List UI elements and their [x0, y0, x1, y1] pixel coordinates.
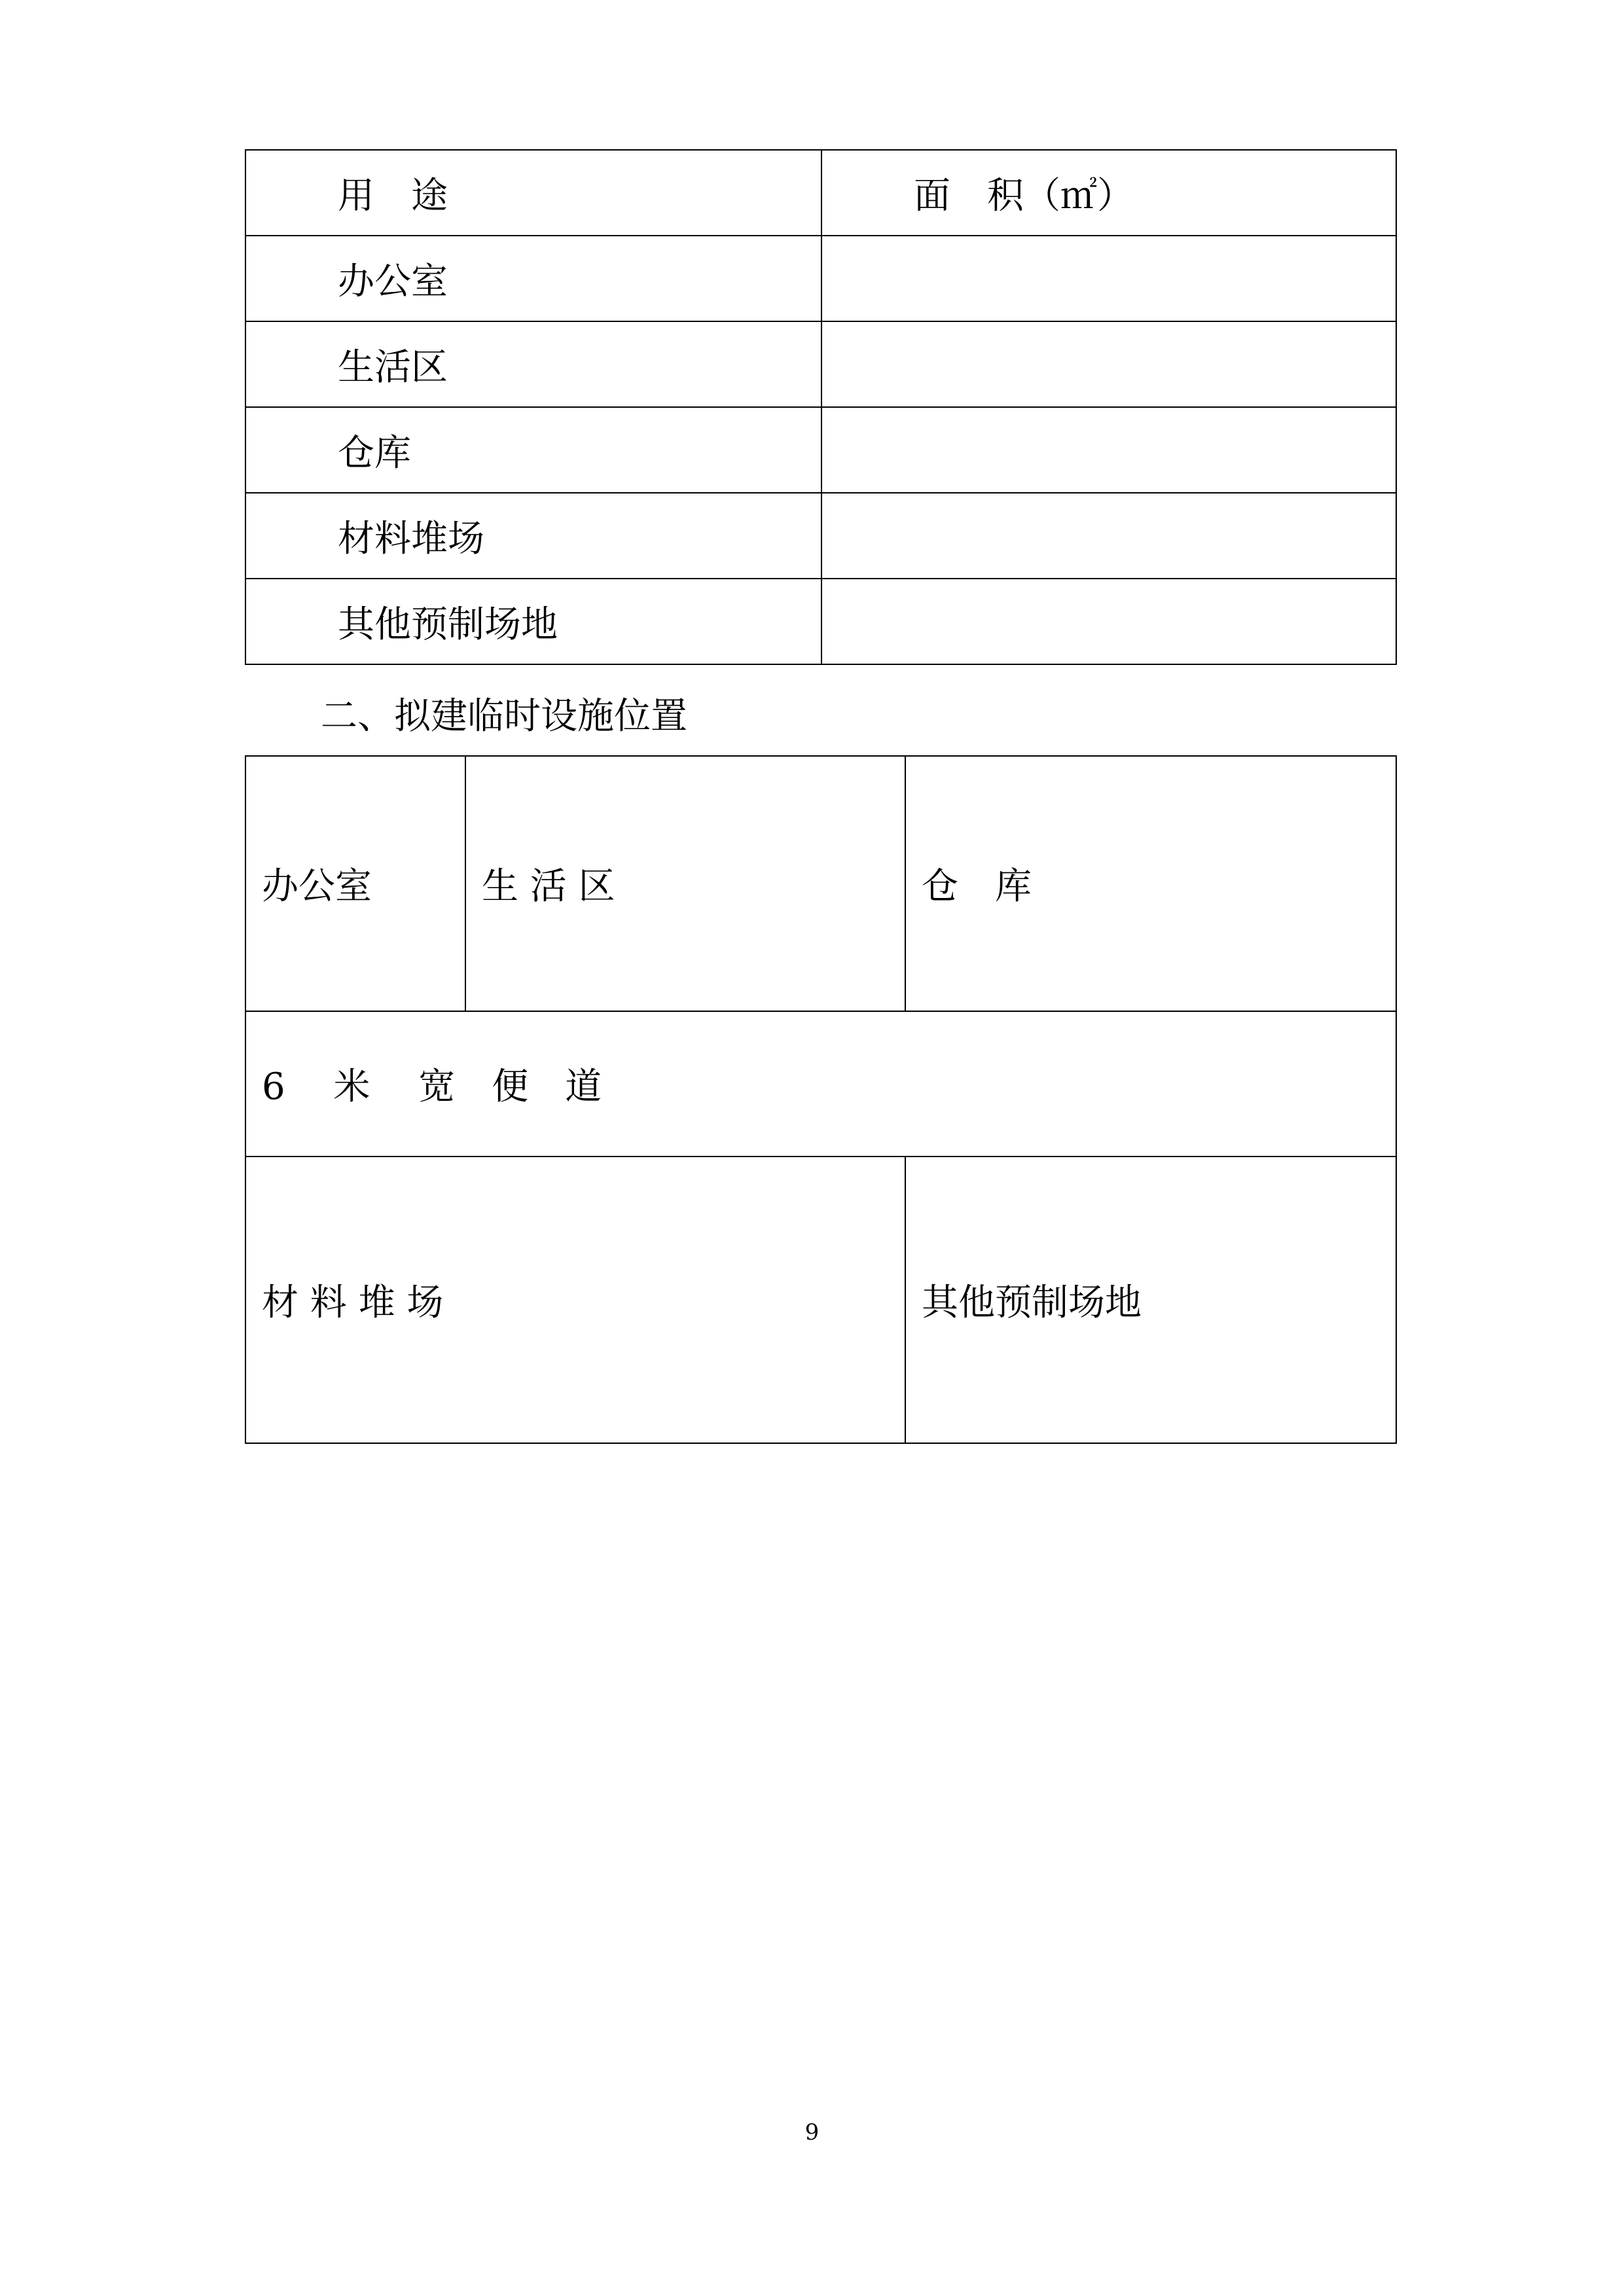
- row-use-label: 办公室: [245, 236, 821, 321]
- row-area-value: [821, 321, 1396, 407]
- layout-living-area: 生 活 区: [465, 756, 905, 1011]
- layout-material-yard: 材 料 堆 场: [245, 1157, 905, 1443]
- table-row: [245, 321, 1396, 407]
- page-number: 9: [804, 2119, 820, 2145]
- layout-row-road: [245, 1011, 1396, 1157]
- row-use-label: 仓库: [245, 407, 821, 493]
- table-row: [245, 407, 1396, 493]
- layout-road: 6 米 宽 便 道: [245, 1011, 1396, 1157]
- row-use-label: 材料堆场: [245, 493, 821, 579]
- row-area-value: [821, 407, 1396, 493]
- area-table: [245, 149, 1397, 665]
- layout-row-top: [245, 756, 1396, 1011]
- row-area-value: [821, 236, 1396, 321]
- table-row: [245, 236, 1396, 321]
- layout-office: 办公室: [245, 756, 465, 1011]
- section-title: 二、拟建临时设施位置: [321, 695, 687, 738]
- facility-layout-table: [245, 755, 1397, 1444]
- layout-other-prefab: 其他预制场地: [905, 1157, 1396, 1443]
- header-use: 用 途: [245, 150, 821, 236]
- table-row: [245, 493, 1396, 579]
- row-area-value: [821, 579, 1396, 664]
- table-row: [245, 579, 1396, 664]
- row-area-value: [821, 493, 1396, 579]
- row-use-label: 其他预制场地: [245, 579, 821, 664]
- layout-warehouse: 仓 库: [905, 756, 1396, 1011]
- table-header-row: [245, 150, 1396, 236]
- layout-row-bottom: [245, 1157, 1396, 1443]
- header-area: 面 积（㎡）: [821, 150, 1396, 236]
- row-use-label: 生活区: [245, 321, 821, 407]
